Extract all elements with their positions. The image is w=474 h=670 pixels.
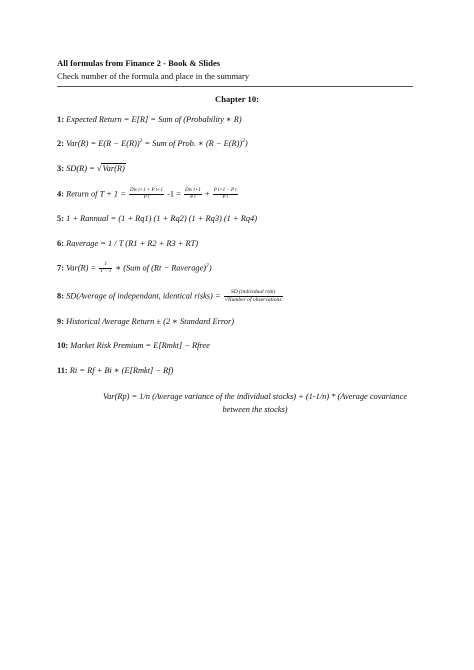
formula-text: Historical Average Return ± (2 ∗ Standard Error) [66,317,235,326]
formula-text-part: ∗ (Sum of (Rt − Raverage) [113,263,207,273]
formula-text-part: SD(Average of independant, identical risks) = [66,291,223,301]
fraction [184,188,202,201]
formula-text: Expected Return = E[R] = Sum of (Probability ∗ R) [66,115,242,124]
numerator: SD (individual risk) [224,289,283,297]
formula-number: 7: [57,263,64,273]
document-subtitle: Check number of the formula and place in the summary [57,71,250,81]
fraction [129,188,164,201]
formula-4 [57,188,239,201]
formula-11 [57,365,173,376]
formula-text-part: ) [208,263,212,273]
formula-text-part: Return of T + 1 = [66,189,128,199]
numerator: Div t+1 + P t+1 [129,188,164,193]
formula-number: 10: [57,341,69,350]
formula-number: 1: [57,115,64,124]
portfolio-variance-note [90,390,420,416]
formula-1 [57,114,242,125]
formula-number: 11: [57,366,68,375]
formula-text-part: SD(R) = [66,164,97,173]
formula-5 [57,213,257,224]
formula-number: 6: [57,239,64,248]
fraction [224,289,283,304]
denominator: √Number of observations [224,297,282,303]
formula-text: 1 + Rannual = (1 + Rq1) (1 + Rq2) (1 + Rq3) (1 + Rq4) [66,214,257,223]
formula-text-part: + [202,189,212,199]
denominator: P t [143,195,150,200]
fraction [213,188,238,201]
document-title: All formulas from Finance 2 - Book & Slides [57,58,221,68]
fraction [99,262,112,275]
formula-number: 5: [57,214,64,223]
formula-number: 2: [57,139,64,148]
formula-text: Ri = Rf + Bi ∗ (E[Rmkt] − Rf) [69,366,174,375]
formula-text: Raverage = 1 / T (R1 + R2 + R3 + RT) [66,239,199,248]
formula-3 [57,163,126,174]
denominator: T − 1 [100,269,112,274]
denominator: P t [190,195,196,200]
formula-number: 8: [57,291,64,301]
square-root: √Var(R) [96,164,125,173]
numerator: 1 [99,262,112,269]
exponent: 2 [139,138,143,144]
formula-text-part: = Sum of Prob. ∗ (R − E(R)) [142,139,243,148]
formula-10 [57,340,210,351]
numerator: Div t+1 [185,188,201,193]
exponent: 2 [242,138,245,144]
formula-7 [57,262,212,275]
formula-9 [57,316,234,327]
note-line-2: between the stocks) [222,405,288,414]
formula-8 [57,289,284,304]
formula-text-part: ) [244,139,248,148]
chapter-heading: Chapter 10: [214,94,259,104]
formula-text: Market Risk Premium = E[Rmkt] − Rfree [70,341,210,350]
denominator: P t [222,195,228,200]
formula-2 [57,138,248,149]
numerator: P t+1 − P t [213,188,237,193]
exponent: 2 [206,262,209,269]
formula-number: 9: [57,317,64,326]
formula-6 [57,238,198,249]
header-divider [57,86,413,87]
formula-text-part: Var(R) = [66,263,99,273]
radicand: Var(R) [102,164,125,173]
formula-number: 4: [57,189,64,199]
note-line-1: Var(Rp) = 1/n (Average variance of the individual stocks) + (1-1/n) * (Average covariance [102,392,408,401]
formula-number: 3: [57,164,64,173]
formula-text-part: Var(R) = E(R − E(R)) [66,139,140,148]
formula-text-part: -1 = [165,189,184,199]
